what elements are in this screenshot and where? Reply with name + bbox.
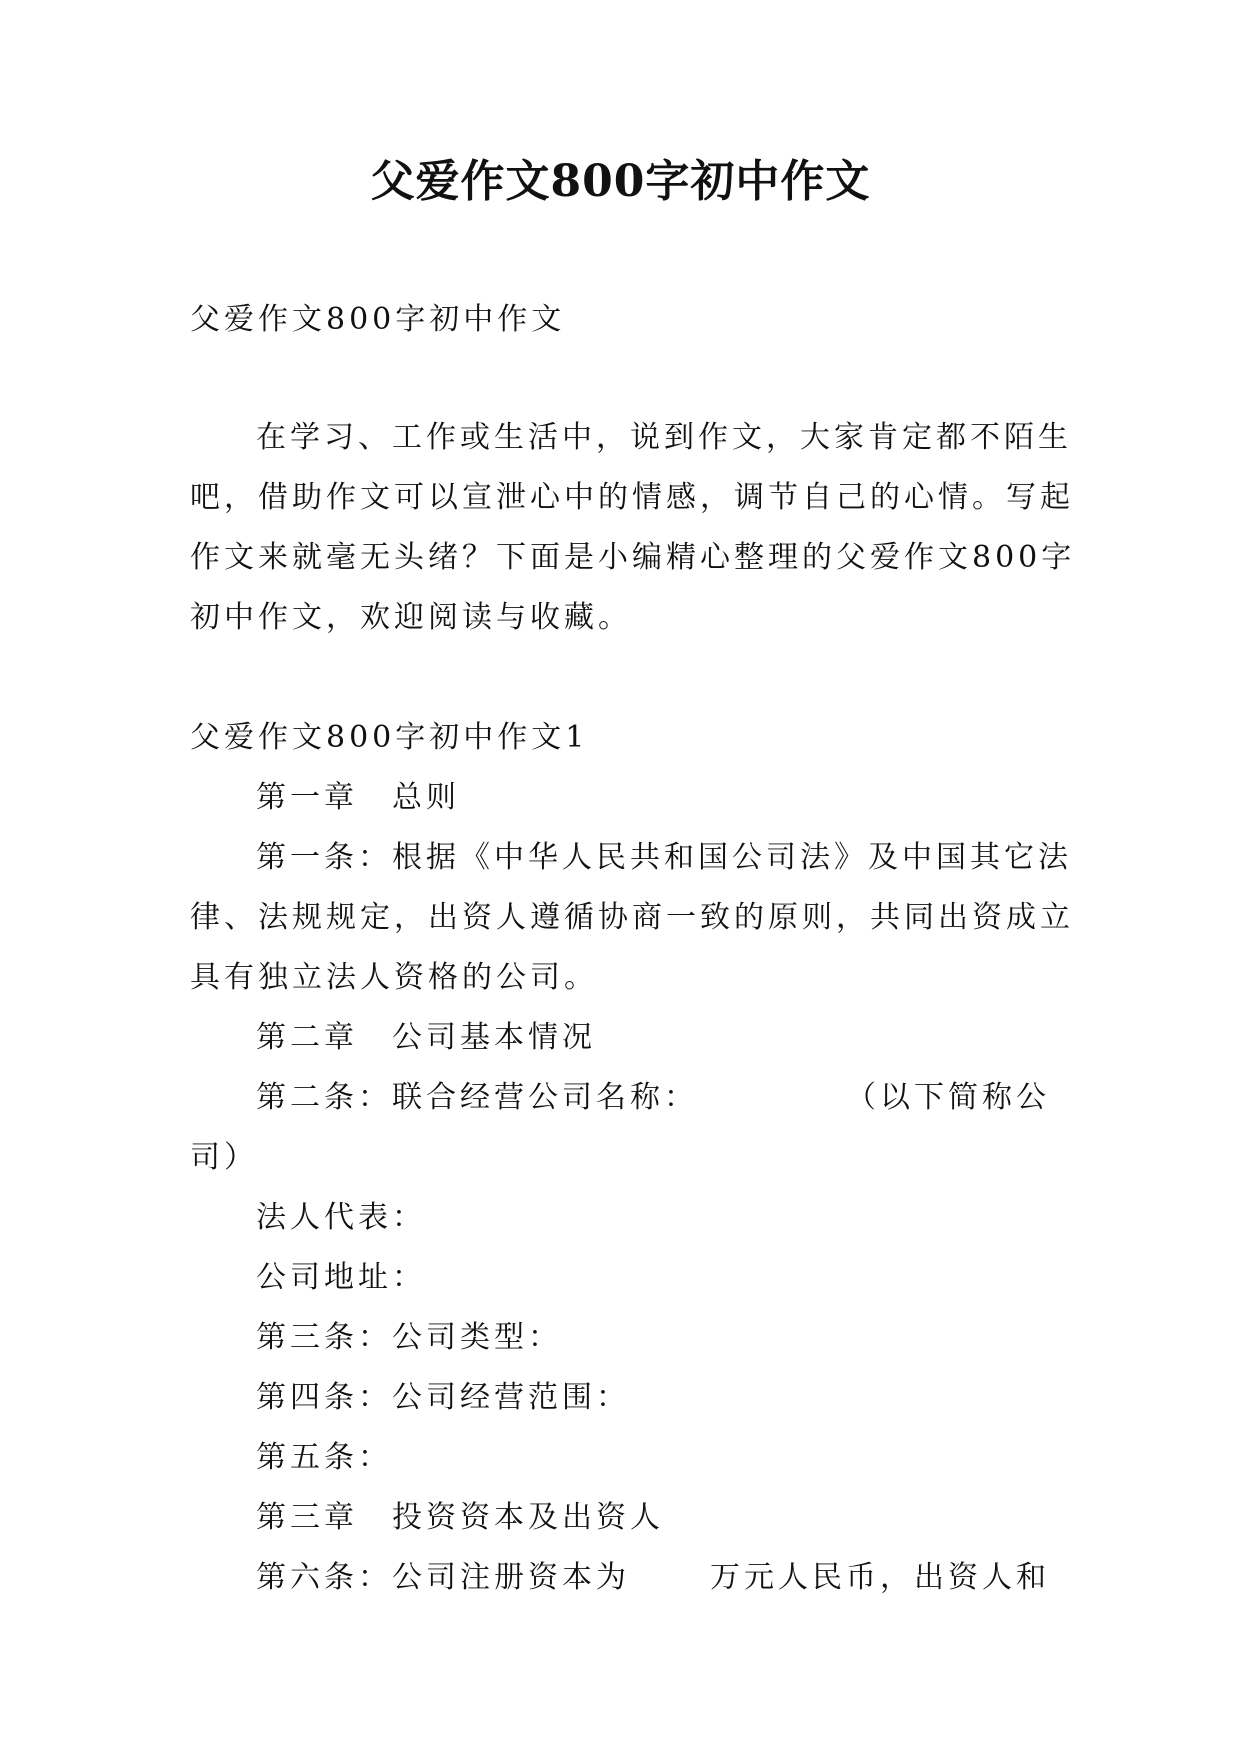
article-line	[190, 1548, 1050, 1608]
intro-line: 吧，借助作文可以宣泄心中的情感，调节自己的心情。写起	[190, 480, 1074, 515]
field-label: 公司地址：	[256, 1260, 426, 1295]
article-text: 万元人民币，出资人和	[710, 1560, 1050, 1595]
article-line	[190, 1068, 1050, 1128]
article-line: 律、法规规定，出资人遵循协商一致的原则，共同出资成立	[190, 900, 1074, 935]
chapter-heading: 第三章 投资资本及出资人	[256, 1500, 664, 1535]
article-line: 具有独立法人资格的公司。	[190, 960, 598, 995]
article-text: （以下简称公	[846, 1080, 1050, 1115]
article-text: 第二条：联合经营公司名称：	[256, 1080, 698, 1115]
article-line: 司）	[190, 1140, 258, 1175]
article-line: 第五条：	[256, 1440, 392, 1475]
article-line: 第四条：公司经营范围：	[256, 1380, 630, 1415]
article-line: 第三条：公司类型：	[256, 1320, 562, 1355]
chapter-heading: 第一章 总则	[256, 780, 460, 815]
article-line: 第一条：根据《中华人民共和国公司法》及中国其它法	[256, 840, 1072, 875]
document-title: 父爱作文800字初中作文	[370, 156, 871, 207]
document-body	[190, 290, 1076, 1608]
intro-line: 在学习、工作或生活中，说到作文，大家肯定都不陌生	[256, 420, 1072, 455]
document-subtitle: 父爱作文800字初中作文	[190, 302, 566, 337]
intro-line: 作文来就毫无头绪？下面是小编精心整理的父爱作文800字	[190, 540, 1076, 575]
paragraph-gap	[190, 648, 1050, 708]
section-heading: 父爱作文800字初中作文1	[190, 720, 589, 755]
intro-line: 初中作文，欢迎阅读与收藏。	[190, 600, 632, 635]
field-label: 法人代表：	[256, 1200, 426, 1235]
article-text: 第六条：公司注册资本为	[256, 1560, 630, 1595]
chapter-heading: 第二章 公司基本情况	[256, 1020, 596, 1055]
paragraph-gap	[190, 350, 1050, 408]
